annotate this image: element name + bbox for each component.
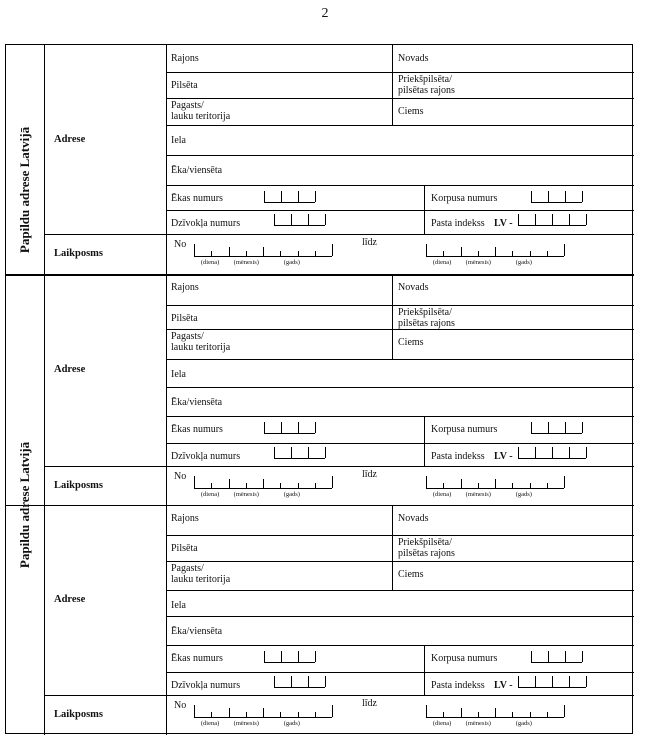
ciems-label: Ciems (398, 106, 424, 117)
ciems-label: Ciems (398, 337, 424, 348)
ekas-numurs-input[interactable] (264, 422, 315, 434)
pasta-indekss-label: Pasta indekss (431, 218, 485, 229)
korpusa-numurs-input[interactable] (531, 422, 582, 434)
date-from-input[interactable] (194, 476, 332, 489)
section-title-1: Papildu adrese Latvijā (17, 126, 32, 254)
novads-label: Novads (398, 53, 429, 64)
priekspilseta-label: Priekšpilsēta/ pilsētas rajons (398, 307, 455, 329)
date-to-input[interactable] (426, 476, 564, 489)
gads-caption: (gads) (515, 720, 532, 727)
pasta-indekss-label: Pasta indekss (431, 680, 485, 691)
field-row-line (166, 535, 634, 536)
field-row-line (166, 359, 634, 360)
field-column-line (424, 185, 425, 234)
rajons-label: Rajons (171, 282, 199, 293)
date-to-input[interactable] (426, 705, 564, 718)
field-row-line (166, 645, 634, 646)
period-from-label: No (174, 471, 187, 482)
novads-label: Novads (398, 282, 429, 293)
menesis-caption: (mēnesis) (465, 259, 491, 266)
period-from-label: No (174, 700, 187, 711)
korpusa-numurs-input[interactable] (531, 651, 582, 663)
diena-caption: (diena) (432, 491, 452, 498)
pasta-indekss-input[interactable] (518, 676, 586, 688)
rajons-label: Rajons (171, 53, 199, 64)
period-to-label: līdz (362, 698, 377, 709)
dzivokla-numurs-label: Dzīvokļa numurs (171, 218, 241, 229)
korpusa-numurs-label: Korpusa numurs (431, 653, 498, 664)
eka-label: Ēka/viensēta (171, 397, 223, 408)
address-period-divider (44, 695, 634, 696)
gads-caption: (gads) (283, 491, 300, 498)
field-row-line (166, 590, 634, 591)
diena-caption: (diena) (432, 259, 452, 266)
period-to-label: līdz (362, 469, 377, 480)
field-row-line (166, 72, 634, 73)
field-row-line (166, 387, 634, 388)
address-period-divider (44, 466, 634, 467)
field-row-line (166, 443, 634, 444)
section-divider (6, 274, 634, 276)
novads-label: Novads (398, 513, 429, 524)
laikposms-label: Laikposms (54, 248, 104, 259)
pagasts-label: Pagasts/ lauku teritorija (171, 563, 231, 585)
title-column-line (44, 45, 45, 735)
field-column-line (424, 416, 425, 466)
page-number: 2 (321, 6, 329, 21)
diena-caption: (diena) (200, 491, 220, 498)
pilseta-label: Pilsēta (171, 80, 198, 91)
pilseta-label: Pilsēta (171, 313, 198, 324)
period-from-label: No (174, 239, 187, 250)
priekspilseta-label: Priekšpilsēta/ pilsētas rajons (398, 74, 455, 96)
eka-label: Ēka/viensēta (171, 165, 223, 176)
menesis-caption: (mēnesis) (465, 491, 491, 498)
iela-label: Iela (171, 369, 186, 380)
field-row-line (166, 305, 634, 306)
ekas-numurs-label: Ēkas numurs (171, 424, 223, 435)
field-row-line (166, 561, 634, 562)
menesis-caption: (mēnesis) (465, 720, 491, 727)
korpusa-numurs-input[interactable] (531, 191, 582, 203)
iela-label: Iela (171, 135, 186, 146)
ekas-numurs-label: Ēkas numurs (171, 193, 223, 204)
pilseta-label: Pilsēta (171, 543, 198, 554)
dzivokla-numurs-label: Dzīvokļa numurs (171, 680, 241, 691)
date-from-input[interactable] (194, 705, 332, 718)
korpusa-numurs-label: Korpusa numurs (431, 193, 498, 204)
pasta-indekss-input[interactable] (518, 447, 586, 459)
field-column-line (392, 274, 393, 359)
diena-caption: (diena) (200, 720, 220, 727)
pasta-indekss-input[interactable] (518, 214, 586, 226)
field-column-line (424, 645, 425, 695)
diena-caption: (diena) (432, 720, 452, 727)
lv-prefix: LV - (494, 680, 513, 691)
iela-label: Iela (171, 600, 186, 611)
ciems-label: Ciems (398, 569, 424, 580)
field-row-line (166, 210, 634, 211)
menesis-caption: (mēnesis) (233, 491, 259, 498)
ekas-numurs-input[interactable] (264, 191, 315, 203)
field-row-line (166, 155, 634, 156)
gads-caption: (gads) (515, 259, 532, 266)
dzivokla-numurs-input[interactable] (274, 214, 325, 226)
lv-prefix: LV - (494, 451, 513, 462)
ekas-numurs-label: Ēkas numurs (171, 653, 223, 664)
field-column-line (392, 505, 393, 590)
gads-caption: (gads) (515, 491, 532, 498)
pagasts-label: Pagasts/ lauku teritorija (171, 331, 231, 353)
field-row-line (166, 672, 634, 673)
priekspilseta-label: Priekšpilsēta/ pilsētas rajons (398, 537, 455, 559)
field-row-line (166, 98, 634, 99)
section-title-2: Papildu adrese Latvijā (17, 441, 32, 569)
laikposms-label: Laikposms (54, 709, 104, 720)
ekas-numurs-input[interactable] (264, 651, 315, 663)
eka-label: Ēka/viensēta (171, 626, 223, 637)
label-column-line (166, 45, 167, 735)
dzivokla-numurs-input[interactable] (274, 676, 325, 688)
gads-caption: (gads) (283, 259, 300, 266)
gads-caption: (gads) (283, 720, 300, 727)
field-row-line (166, 329, 634, 330)
pasta-indekss-label: Pasta indekss (431, 451, 485, 462)
lv-prefix: LV - (494, 218, 513, 229)
menesis-caption: (mēnesis) (233, 720, 259, 727)
laikposms-label: Laikposms (54, 479, 104, 491)
adrese-label: Adrese (54, 364, 86, 375)
dzivokla-numurs-label: Dzīvokļa numurs (171, 451, 241, 462)
field-column-line (392, 45, 393, 125)
adrese-label: Adrese (54, 133, 86, 145)
menesis-caption: (mēnesis) (233, 259, 259, 266)
address-form (5, 44, 633, 734)
field-row-line (166, 125, 634, 126)
field-row-line (166, 416, 634, 417)
field-row-line (166, 185, 634, 186)
dzivokla-numurs-input[interactable] (274, 447, 325, 459)
diena-caption: (diena) (200, 259, 220, 266)
date-to-input[interactable] (426, 244, 564, 257)
pagasts-label: Pagasts/ lauku teritorija (171, 100, 231, 122)
address-period-divider (44, 234, 634, 235)
section-divider (6, 505, 634, 506)
adrese-label: Adrese (54, 594, 86, 605)
date-from-input[interactable] (194, 244, 332, 257)
korpusa-numurs-label: Korpusa numurs (431, 424, 498, 435)
field-row-line (166, 616, 634, 617)
period-to-label: līdz (362, 237, 377, 248)
rajons-label: Rajons (171, 513, 199, 524)
